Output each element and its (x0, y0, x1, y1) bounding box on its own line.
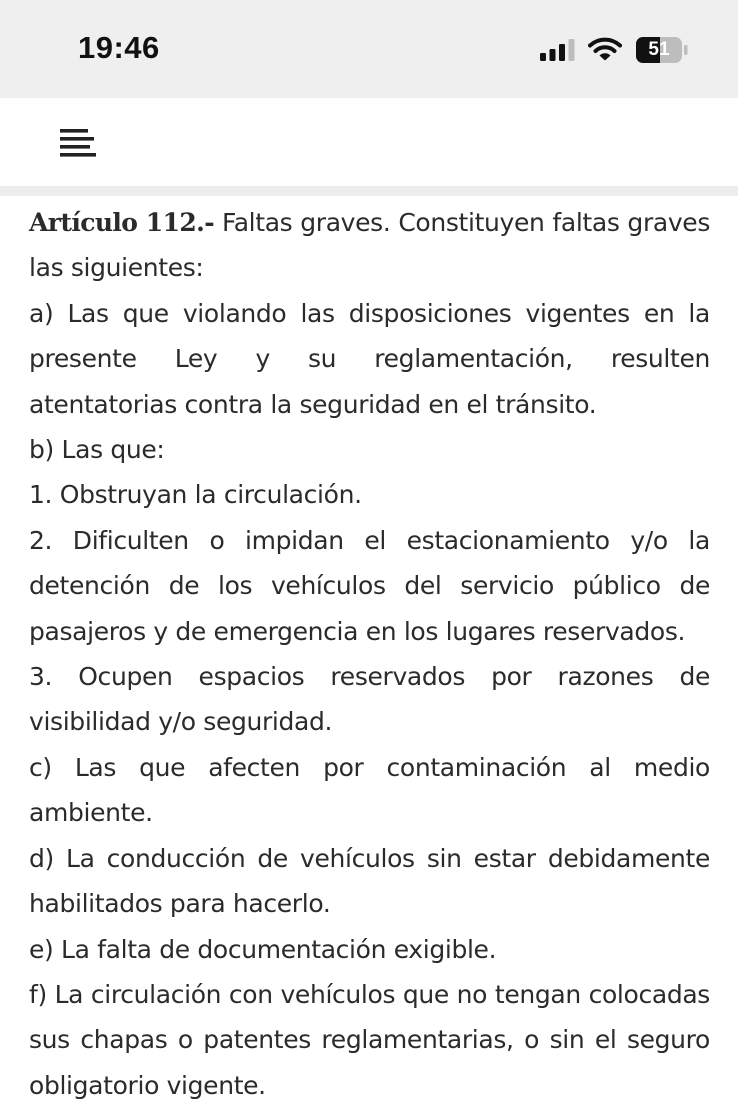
header-divider (0, 186, 738, 196)
status-bar (0, 0, 738, 98)
battery-level: 51 (648, 39, 670, 60)
clause-f: f) La circulación con vehículos que no tengan colocadas sus chapas o patentes reglamentarias, o sin el seguro obligatorio vigente. (29, 979, 710, 1100)
clause-e: e) La falta de documentación exigible. (29, 934, 497, 964)
article-title: Faltas graves. Constituyen faltas graves las siguientes: (29, 208, 710, 283)
cellular-signal-icon (540, 38, 576, 62)
clause-b-item-3: 3. Ocupen espacios reservados por razones de visibilidad y/o seguridad. (29, 662, 710, 737)
article-heading (29, 200, 710, 291)
wifi-icon (588, 36, 622, 62)
clause-c: c) Las que afecten por contaminación al medio ambiente. (29, 752, 710, 828)
status-time: 19:46 (78, 30, 160, 65)
menu-button[interactable] (54, 122, 104, 166)
hamburger-menu-icon (58, 127, 98, 161)
clause-a: a) Las que violando las disposiciones vigentes en la presente Ley y su reglamentación, resulten atentatorias contra la seguridad en el tránsito. (29, 298, 710, 419)
clause-d: d) La conducción de vehículos sin estar debidamente habilitados para hacerlo. (29, 843, 710, 919)
article-number: Artículo 112.- (29, 208, 215, 237)
article-content (29, 200, 710, 1108)
app-header (0, 98, 738, 186)
clause-b-item-1: 1. Obstruyan la circulación. (29, 480, 362, 510)
clause-b-item-2: 2. Dificulten o impidan el estacionamiento y/o la detención de los vehículos del servicio público de pasajeros y de emergencia en los lugares reservados. (29, 525, 710, 646)
clause-b: b) Las que: (29, 435, 165, 465)
